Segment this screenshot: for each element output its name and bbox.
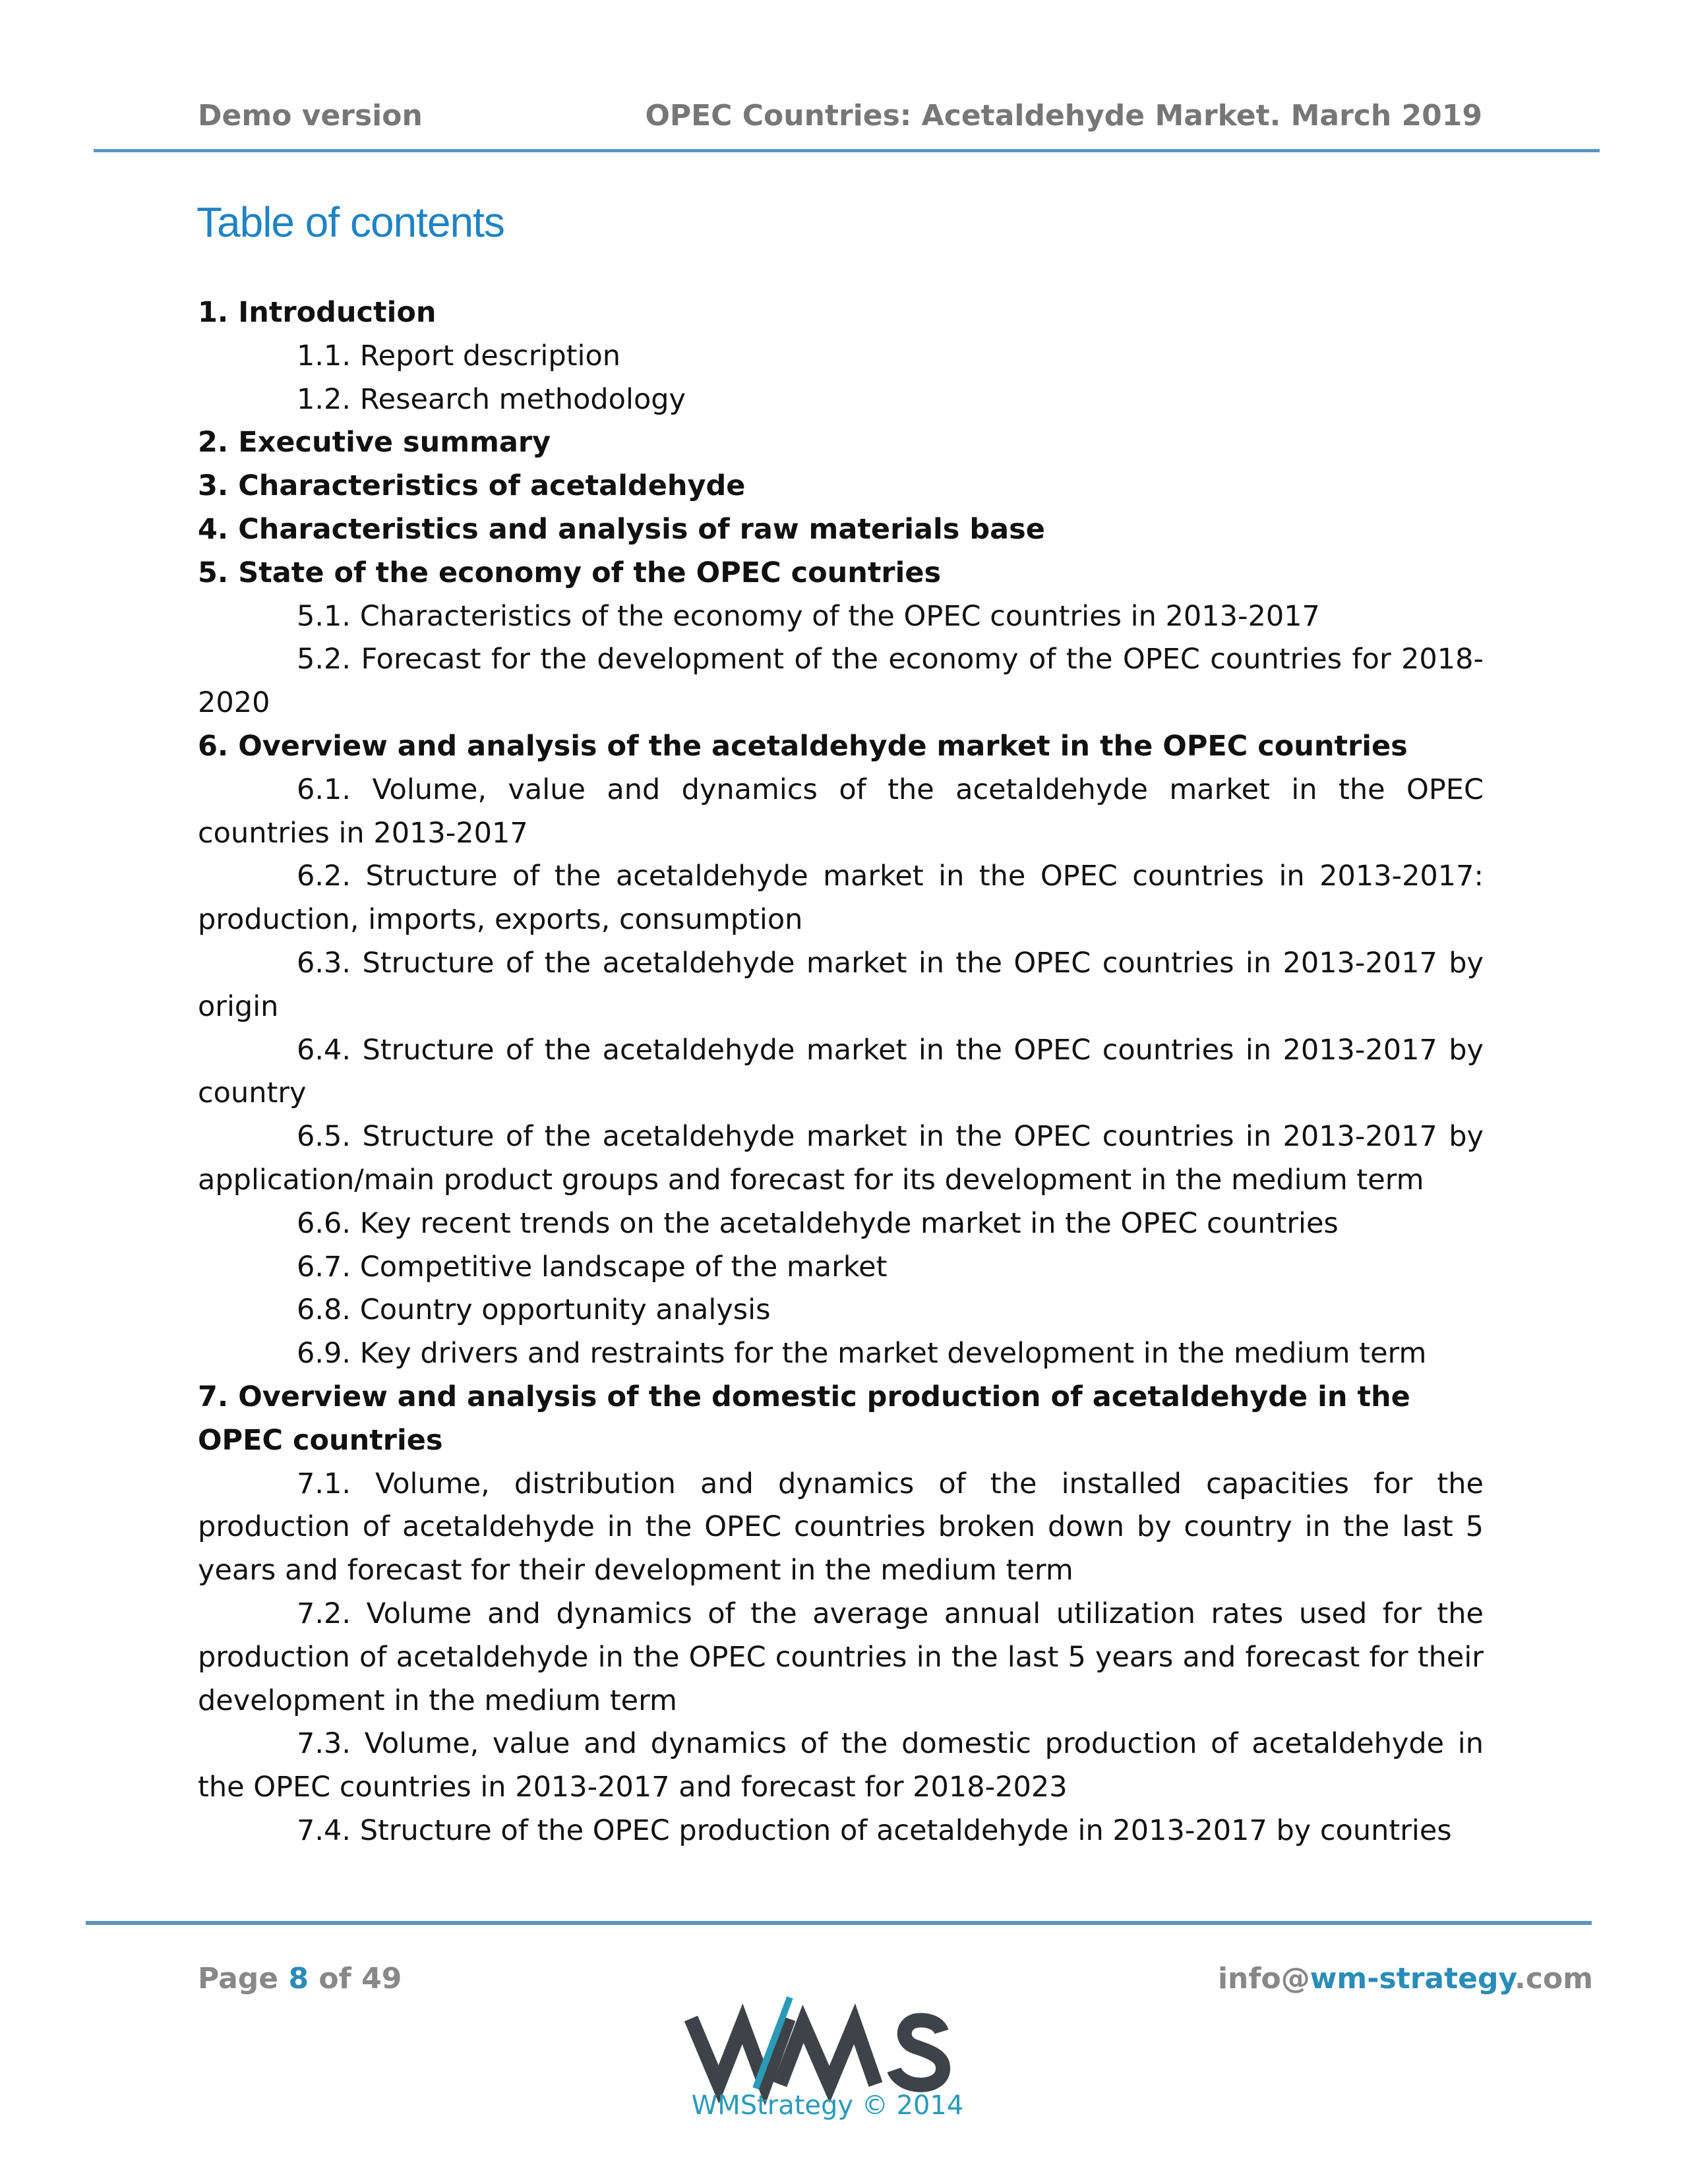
page-number: 8	[288, 1962, 309, 1995]
toc-section: 5.2. Forecast for the development of the economy of the OPEC countries for 2018-2020	[198, 643, 1484, 720]
wms-logo-icon	[678, 1978, 981, 2110]
toc-chapter: 7. Overview and analysis of the domestic production of acetaldehyde in the OPEC countries	[198, 1380, 1410, 1457]
toc-section: 6.5. Structure of the acetaldehyde market in the OPEC countries in 2013-2017 by application/main product groups and forecast for its development in the medium term	[198, 1120, 1484, 1196]
toc-section: 6.4. Structure of the acetaldehyde market in the OPEC countries in 2013-2017 by country	[198, 1033, 1484, 1110]
toc-section: 6.1. Volume, value and dynamics of the acetaldehyde market in the OPEC countries in 2013-2017	[198, 773, 1484, 850]
page-word: Page	[198, 1962, 279, 1995]
toc-section: 6.9. Key drivers and restraints for the market development in the medium term	[297, 1337, 1427, 1371]
toc-section: 1.1. Report description	[297, 339, 621, 372]
email-domain: wm-strategy	[1310, 1962, 1515, 1995]
footer-divider	[86, 1921, 1592, 1925]
header-divider	[94, 149, 1600, 152]
toc-chapter: 3. Characteristics of acetaldehyde	[198, 469, 746, 503]
header-demo-label: Demo version	[198, 99, 423, 133]
toc-section: 7.4. Structure of the OPEC production of acetaldehyde in 2013-2017 by countries	[297, 1814, 1452, 1847]
contact-email[interactable]	[1218, 1962, 1593, 1995]
page-title: Table of contents	[196, 198, 504, 246]
toc-section: 6.6. Key recent trends on the acetaldehyde market in the OPEC countries	[297, 1206, 1339, 1240]
page-header	[198, 99, 1482, 133]
table-of-contents	[198, 291, 1484, 1853]
email-user: info@	[1217, 1962, 1310, 1995]
toc-chapter: 5. State of the economy of the OPEC countries	[198, 556, 942, 589]
toc-chapter: 4. Characteristics and analysis of raw materials base	[198, 512, 1045, 546]
toc-section: 6.3. Structure of the acetaldehyde market in the OPEC countries in 2013-2017 by origin	[198, 946, 1484, 1023]
header-report-title: OPEC Countries: Acetaldehyde Market. March 2019	[645, 99, 1482, 133]
page-total: of 49	[318, 1962, 402, 1995]
toc-section: 7.1. Volume, distribution and dynamics of the installed capacities for the production of acetaldehyde in the OPEC countries broken down by country in the last 5 years and forecast for their development in the medium term	[198, 1467, 1484, 1587]
page-counter	[198, 1962, 402, 1995]
toc-chapter: 6. Overview and analysis of the acetaldehyde market in the OPEC countries	[198, 729, 1408, 763]
toc-section: 7.2. Volume and dynamics of the average annual utilization rates used for the production of acetaldehyde in the OPEC countries in the last 5 years and forecast for their development in the medium term	[198, 1597, 1484, 1717]
toc-section: 6.2. Structure of the acetaldehyde market in the OPEC countries in 2013-2017: production, imports, exports, consumption	[198, 860, 1484, 937]
toc-chapter: 1. Introduction	[198, 296, 437, 329]
toc-section: 6.8. Country opportunity analysis	[297, 1293, 771, 1327]
toc-section: 5.1. Characteristics of the economy of the OPEC countries in 2013-2017	[297, 599, 1320, 633]
toc-section: 7.3. Volume, value and dynamics of the domestic production of acetaldehyde in the OPEC countries in 2013-2017 and forecast for 2018-2023	[198, 1727, 1484, 1804]
toc-chapter: 2. Executive summary	[198, 426, 551, 459]
copyright-notice: WMStrategy © 2014	[691, 2090, 964, 2121]
toc-section: 1.2. Research methodology	[297, 382, 686, 416]
email-tld: .com	[1515, 1962, 1593, 1995]
toc-section: 6.7. Competitive landscape of the market	[297, 1250, 888, 1284]
